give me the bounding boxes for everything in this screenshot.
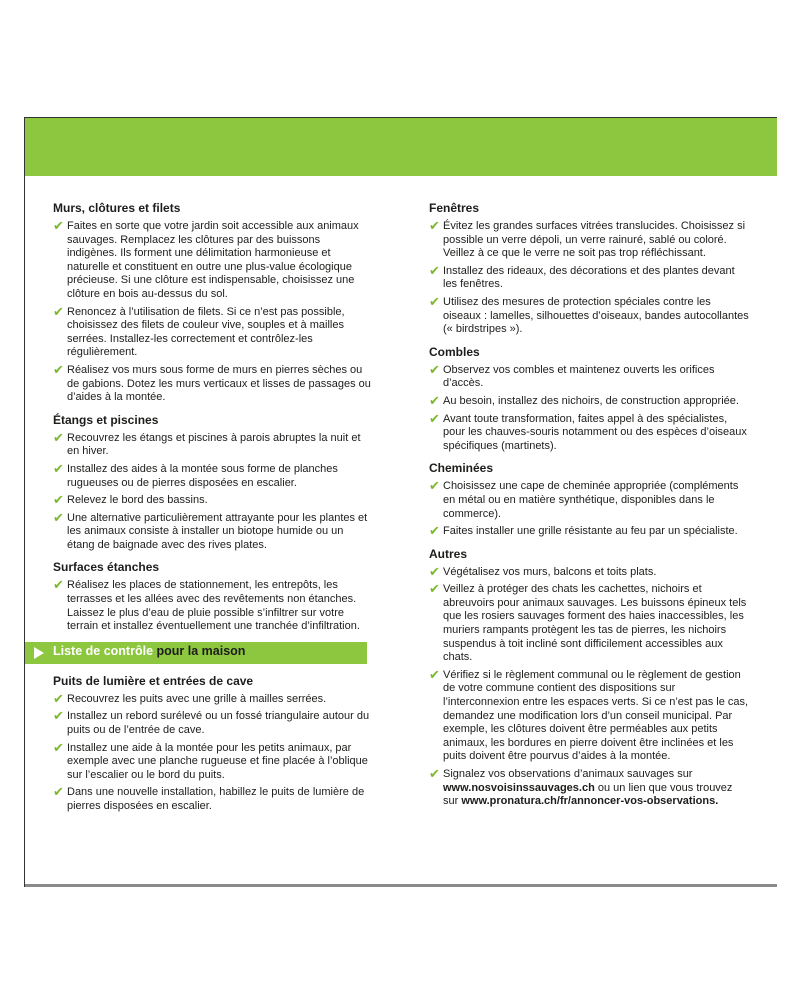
list-cheminees: [429, 480, 749, 538]
list-item: ✔ Choisissez une cape de cheminée appropriée (compléments en métal ou en matière synthétique, disponibles dans le commerce).: [429, 478, 739, 520]
link-pronatura[interactable]: www.pronatura.ch/fr/annoncer-vos-observations.: [461, 795, 719, 808]
checkmark-icon: ✔: [53, 690, 64, 706]
checkmark-icon: ✔: [53, 577, 64, 593]
list-item: ✔ Installez une aide à la montée pour les petits animaux, par exemple avec une planche rugueuse et fine placée à l’oblique sur l’escalier ou le bord du puits.: [53, 739, 368, 781]
checkmark-icon: ✔: [53, 303, 64, 319]
bottom-rule: [25, 884, 777, 887]
section-title-combles: Combles: [429, 344, 480, 359]
list-item: ✔ Recouvrez les étangs et piscines à parois abruptes la nuit et en hiver.: [53, 429, 361, 458]
list-item: ✔ Relevez le bord des bassins.: [53, 492, 208, 508]
list-item: ✔ Installez des aides à la montée sous forme de planches rugueuses ou de pierres disposées en escalier.: [53, 460, 338, 489]
list-item: ✔ Signalez vos observations d’animaux sauvages sur www.nosvoisinssauvages.ch ou un lien que vous trouvez sur www.pronatura.ch/fr/annoncer-vos-observations.: [429, 766, 733, 808]
checklist-label: Liste de contrôle: [53, 643, 154, 658]
list-item: ✔ Au besoin, installez des nichoirs, de construction appropriée.: [429, 392, 739, 408]
checkmark-icon: ✔: [429, 293, 440, 309]
checkmark-icon: ✔: [429, 766, 440, 781]
list-autres: [429, 563, 749, 809]
list-puits: [53, 690, 371, 814]
section-title-fenetres: Fenêtres: [429, 201, 480, 215]
checkmark-icon: ✔: [429, 666, 440, 682]
header-banner: [25, 118, 777, 176]
list-murs: [53, 220, 371, 405]
right-column: [429, 201, 749, 817]
list-item: ✔ Veillez à protéger des chats les cachettes, nichoirs et abreuvoirs pour animaux sauvages. Les buissons épineux tels que les rosiers sauvages forment des haies inaccessibles, les muriers rampants protègent les tas de pierres, les nichoirs suspendus à toit incliné sont difficilement accessibles aux chats.: [429, 581, 747, 664]
list-item: ✔ Réalisez vos murs sous forme de murs en pierres sèches ou de gabions. Dotez les murs verticaux et lisses de passages ou d’aides à la montée.: [53, 361, 371, 404]
checkmark-icon: ✔: [429, 581, 440, 597]
left-column: [53, 201, 371, 822]
list-item: ✔ Recouvrez les puits avec une grille à mailles serrées.: [53, 690, 327, 706]
checkmark-icon: ✔: [53, 218, 64, 233]
section-title-autres: Autres: [429, 546, 468, 561]
list-item: ✔ Faites installer une grille résistante au feu par un spécialiste.: [429, 523, 738, 539]
checkmark-icon: ✔: [429, 218, 440, 233]
list-item: ✔ Installez un rebord surélevé ou un fossé triangulaire autour du puits ou de l’entrée de cave.: [53, 708, 370, 737]
checkmark-icon: ✔: [429, 262, 440, 278]
checkmark-icon: ✔: [429, 523, 440, 539]
list-item: ✔ Faites en sorte que votre jardin soit accessible aux animaux sauvages. Remplacez les clôtures par des buissons indigènes. Ils forment une délimitation harmonieuse et naturelle et constituent en outre une plus-value écologique précieuse. Si une clôture est indispensable, choisissez une clôture en bois au-dessus du sol.: [53, 218, 359, 300]
checkmark-icon: ✔: [53, 739, 64, 755]
list-item: ✔ Végétalisez vos murs, balcons et toits plats.: [429, 563, 657, 579]
checkmark-icon: ✔: [429, 478, 440, 494]
section-title-puits: Puits de lumière et entrées de cave: [53, 673, 254, 688]
checkmark-icon: ✔: [53, 784, 64, 800]
section-title-etangs: Étangs et piscines: [53, 412, 159, 427]
list-item: ✔ Une alternative particulièrement attrayante pour les plantes et les animaux consiste à installer un biotope humide ou un étang de baignade avec des rives plates.: [53, 509, 368, 551]
checkmark-icon: ✔: [429, 563, 440, 579]
page-frame: [24, 117, 777, 887]
section-title-murs: Murs, clôtures et filets: [53, 201, 181, 215]
section-title-cheminees: Cheminées: [429, 461, 494, 476]
link-nosvoisinssauvages[interactable]: www.nosvoisinssauvages.ch: [443, 781, 595, 794]
list-item: ✔ Renoncez à l’utilisation de filets. Si ce n’est pas possible, choisissez des filets de couleur vive, souples et à mailles serrées. Installez-les correctement et contrôlez-les régulièrement.: [53, 303, 345, 359]
list-item: ✔ Avant toute transformation, faites appel à des spécialistes, pour les chauves-souris notamment ou des espèces d’oiseaux spécifiques (martinets).: [429, 410, 747, 452]
list-item: ✔ Évitez les grandes surfaces vitrées translucides. Choisissez si possible un verre dépoli, un verre rainuré, sablé ou coloré. Veillez à ce que le verre ne soit pas trop réfléchissant.: [429, 218, 746, 260]
checkmark-icon: ✔: [53, 509, 64, 525]
checkmark-icon: ✔: [53, 361, 64, 377]
list-etangs: [53, 429, 371, 553]
checkmark-icon: ✔: [53, 429, 64, 445]
checklist-banner: [25, 642, 367, 664]
checkmark-icon: ✔: [53, 460, 64, 476]
section-title-surfaces: Surfaces étanches: [53, 560, 160, 575]
list-item: ✔ Dans une nouvelle installation, habillez le puits de lumière de pierres disposées en escalier.: [53, 784, 365, 812]
checkmark-icon: ✔: [429, 361, 440, 377]
list-fenetres: [429, 220, 749, 337]
checkmark-icon: ✔: [53, 492, 64, 508]
arrow-right-icon: [34, 647, 44, 659]
list-item: ✔ Installez des rideaux, des décorations et des plantes devant les fenêtres.: [429, 262, 735, 291]
checkmark-icon: ✔: [429, 410, 440, 426]
list-item: ✔ Réalisez les places de stationnement, les entrepôts, les terrasses et les allées avec des revêtements non étanches. Laissez le plus d’eau de pluie possible s’infiltrer sur votre terrain et installez éventuellement une tranchée d’infiltration.: [53, 577, 360, 633]
list-item: ✔ Vérifiez si le règlement communal ou le règlement de gestion de votre commune contient des dispositions sur l’interconnexion entre les espaces verts. Si ce n’est pas le cas, demandez une modification lors d’un conseil municipal. Par exemple, les clôtures doivent être perméables aux petits animaux, les bordures en pierre doivent être inclinées et les puits doivent être pourvus d’aides à la montée.: [429, 666, 749, 763]
list-surfaces: [53, 579, 371, 633]
checklist-subtitle: pour la maison: [156, 643, 246, 658]
list-item: ✔ Utilisez des mesures de protection spéciales contre les oiseaux : lamelles, silhouettes d’oiseaux, bandes autocollantes (« birdstripes »).: [429, 293, 749, 336]
checkmark-icon: ✔: [429, 392, 440, 408]
list-item: ✔ Observez vos combles et maintenez ouverts les orifices d’accès.: [429, 361, 715, 390]
checkmark-icon: ✔: [53, 708, 64, 724]
list-combles: [429, 361, 749, 454]
